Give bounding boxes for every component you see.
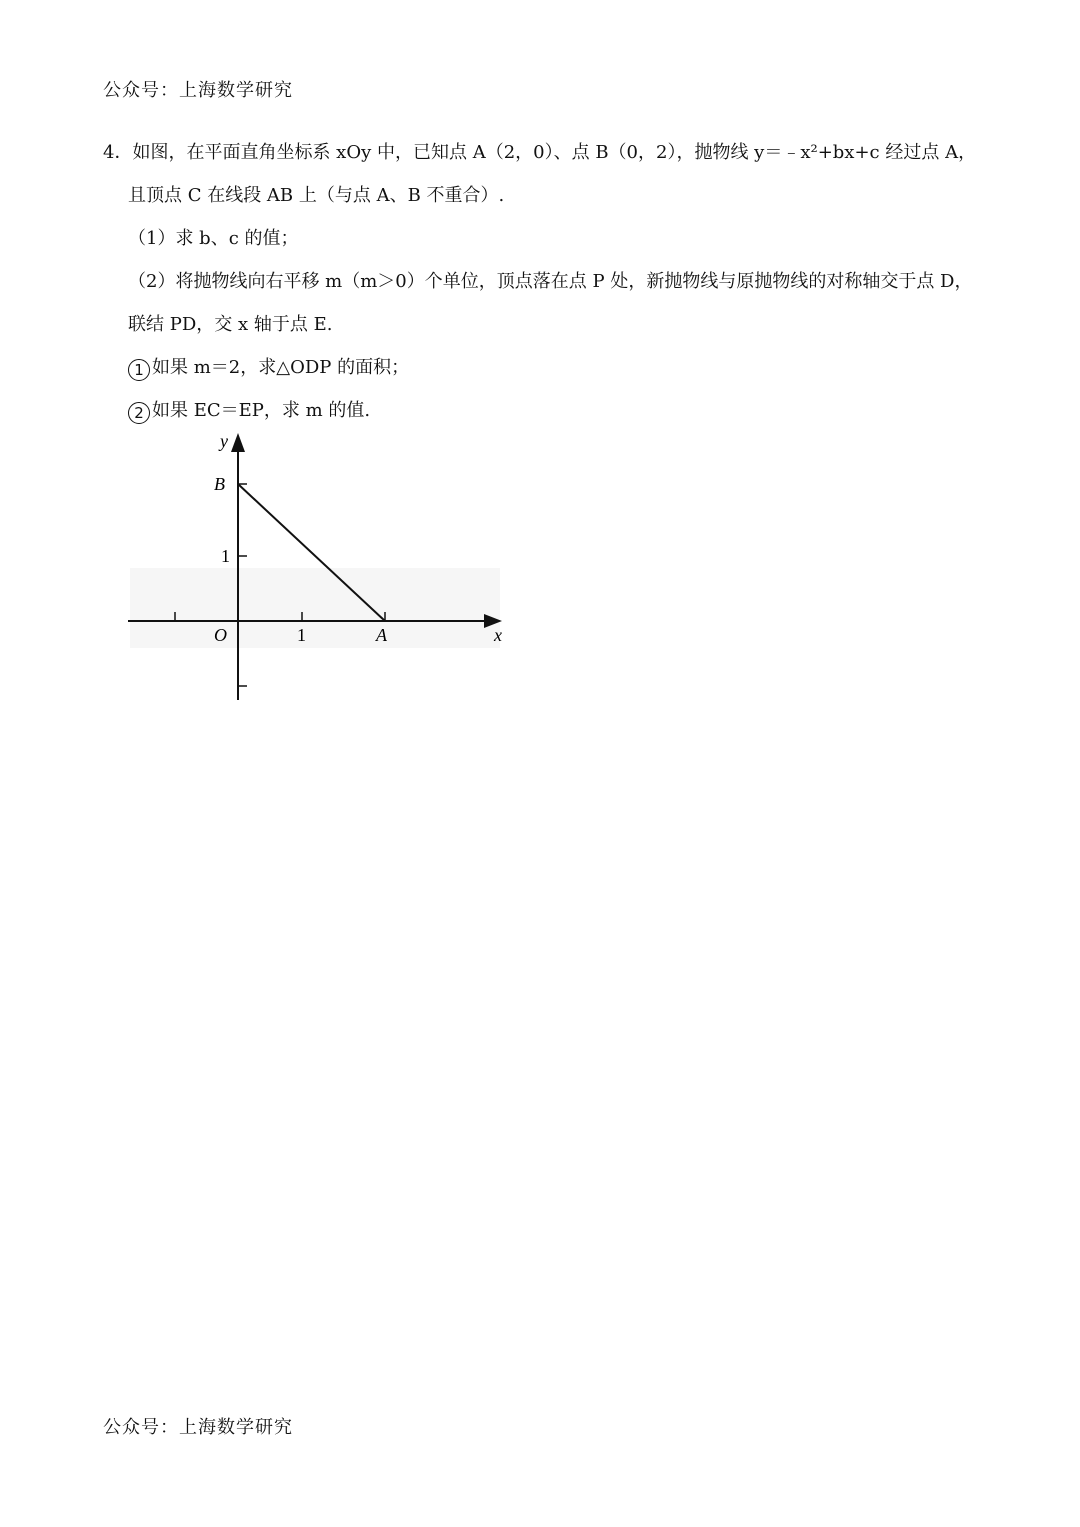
y-axis-label: y — [220, 431, 228, 451]
page-header: 公众号：上海数学研究 — [103, 80, 293, 101]
origin-label: O — [214, 625, 227, 645]
circled-number-1: 1 — [128, 359, 150, 381]
point-a-label: A — [376, 625, 387, 645]
question-part-2-line-1: （2）将抛物线向右平移 m（m＞0）个单位，顶点落在点 P 处，新抛物线与原抛物线的对称轴交于点 D， — [128, 271, 973, 292]
problem-statement-line-1: 4．如图，在平面直角坐标系 xOy 中，已知点 A（2，0）、点 B（0，2），抛物线 y＝﹣x²+bx+c 经过点 A， — [103, 142, 977, 163]
figure-background-band — [130, 568, 500, 648]
question-part-2-line-2: 联结 PD，交 x 轴于点 E. — [128, 314, 333, 335]
sub-question-2-text: 如果 EC＝EP，求 m 的值. — [152, 400, 371, 421]
coordinate-figure — [120, 425, 520, 714]
question-part-1: （1）求 b、c 的值； — [128, 228, 299, 249]
sub-question-1-text: 如果 m＝2，求△ODP 的面积； — [152, 357, 410, 378]
x-tick-label-1: 1 — [297, 625, 306, 645]
sub-question-1 — [128, 353, 409, 381]
problem-statement-line-2: 且顶点 C 在线段 AB 上（与点 A、B 不重合）. — [128, 185, 505, 206]
sub-question-2 — [128, 396, 370, 424]
y-tick-label-1: 1 — [221, 546, 230, 566]
circled-number-2: 2 — [128, 402, 150, 424]
x-axis-label: x — [494, 625, 502, 645]
coordinate-diagram — [120, 425, 520, 710]
y-axis-arrow-icon — [231, 433, 245, 452]
page-footer: 公众号：上海数学研究 — [103, 1417, 293, 1438]
point-b-label: B — [214, 474, 225, 494]
